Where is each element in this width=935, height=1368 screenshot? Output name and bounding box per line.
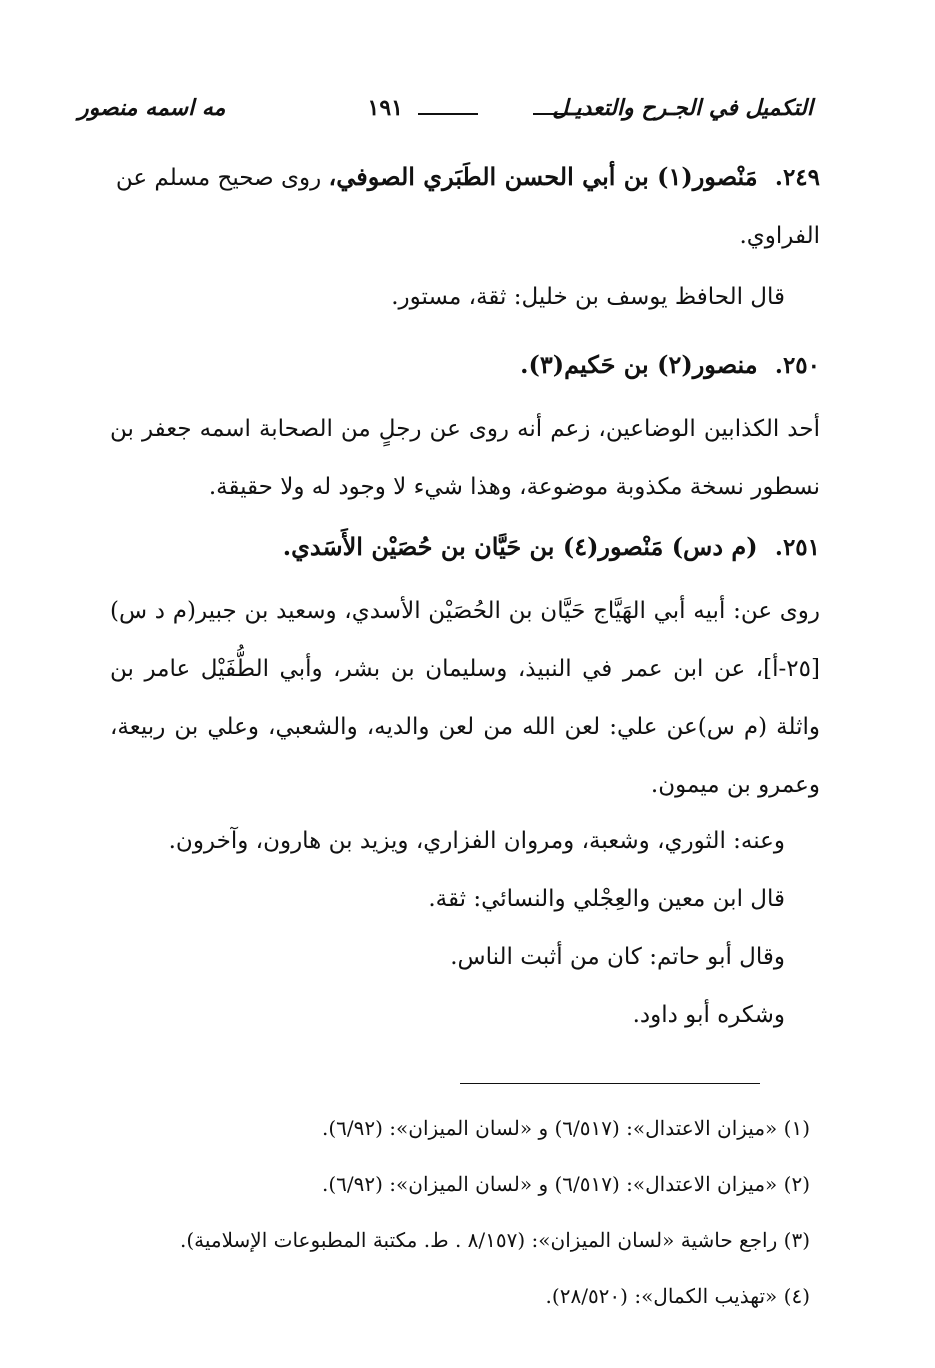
- running-header: [78, 95, 813, 135]
- entry-quote: قال الحافظ يوسف بن خليل: ثقة، مستور.: [391, 284, 785, 310]
- entry-heading: مَنْصور(١) بن أبي الحسن الطَبَري الصوفي،: [328, 162, 758, 191]
- entry-249-quote: [135, 268, 785, 326]
- footnote: (٤) «تهذيب الكمال»: (٢٨/٥٢٠).: [545, 1284, 810, 1308]
- entry-heading: منصور(٢) بن حَكيم(٣).: [520, 350, 758, 379]
- footnote: (١) «ميزان الاعتدال»: (٦/٥١٧) و «لسان الميزان»: (٦/٩٢).: [321, 1116, 810, 1140]
- entry-text: الفراوي.: [739, 223, 820, 249]
- entry-heading: (م دس) مَنْصور(٤) بن حَيَّان بن حُصَيْن الأَسَدي.: [282, 532, 758, 561]
- entry-251-lines: [135, 812, 785, 1044]
- header-rule: [533, 113, 593, 115]
- entry-line: وقال أبو حاتم: كان من أثبت الناس.: [450, 944, 785, 970]
- entry-text: روى صحيح مسلم عن: [115, 165, 322, 191]
- footnote: (٣) راجع حاشية «لسان الميزان»: (٨/١٥٧ . ط. مكتبة المطبوعات الإسلامية).: [179, 1228, 810, 1252]
- entry-251-text: [110, 582, 820, 814]
- entry-250-text: [110, 400, 820, 516]
- page-number: ١٩١: [367, 95, 403, 121]
- entry-249: [110, 148, 820, 265]
- entry-number: ٢٤٩.: [774, 164, 820, 191]
- entry-line: قال ابن معين والعِجْلي والنسائي: ثقة.: [428, 886, 785, 912]
- footnote: (٢) «ميزان الاعتدال»: (٦/٥١٧) و «لسان الميزان»: (٦/٩٢).: [321, 1172, 810, 1196]
- header-rule: [418, 113, 478, 115]
- entry-251: [110, 518, 820, 577]
- footnotes: [110, 1100, 810, 1324]
- entry-text: أحد الكذابين الوضاعين، زعم أنه روى عن رجلٍ من الصحابة اسمه جعفر بن نسطور نسخة مكذوبة موضوعة، وهذا شيء لا وجود له ولا حقيقة.: [110, 416, 820, 500]
- entry-text: روى عن: أبيه أبي الهَيَّاج حَيَّان بن الحُصَيْن الأسدي، وسعيد بن جبير(م د س)[٢٥-أ]، عن ابن عمر في النبيذ، وسليمان بن بشر، وأبي الطُّفَيْل عامر بن واثلة (م س)عن علي: لعن الله من لعن والديه، والشعبي، وعلي بن ربيعة، وعمرو بن ميمون.: [110, 598, 820, 798]
- entry-line: وشكره أبو داود.: [632, 1002, 785, 1028]
- book-title: التكميل في الجـرح والتعديـل: [552, 95, 813, 121]
- entry-line: وعنه: الثوري، وشعبة، ومروان الفزاري، ويزيد بن هارون، وآخرون.: [168, 828, 785, 854]
- entry-250: [110, 336, 820, 395]
- section-runner: مه اسمه منصور: [78, 95, 226, 121]
- entry-number: ٢٥١.: [774, 534, 820, 561]
- entry-number: ٢٥٠.: [774, 352, 820, 379]
- footnote-separator: [460, 1083, 760, 1084]
